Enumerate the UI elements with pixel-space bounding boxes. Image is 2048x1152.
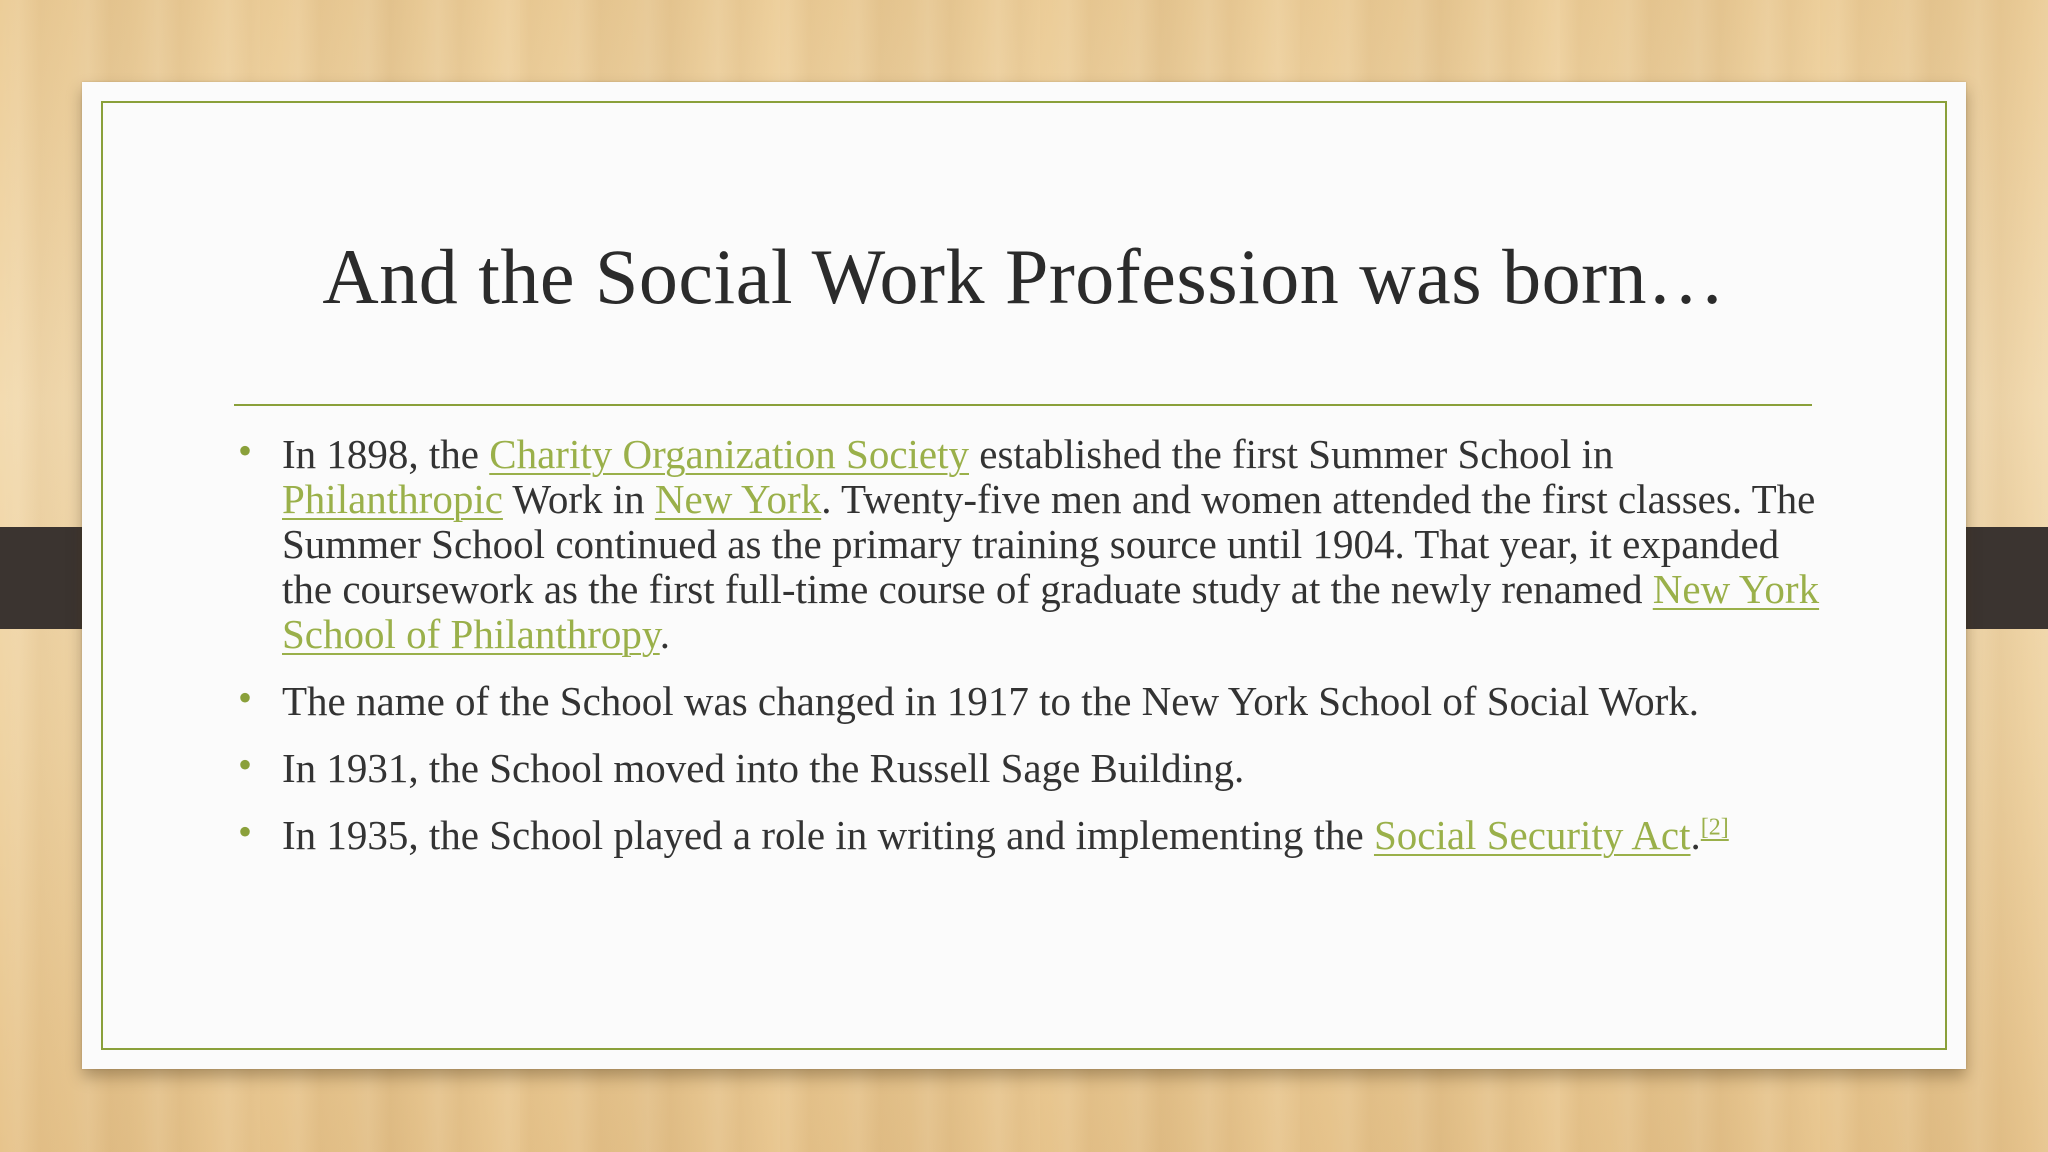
bullet-item-1898 — [234, 428, 1824, 657]
bullet-item-1931 — [234, 742, 1824, 791]
bullet-dot-icon: • — [238, 675, 253, 720]
bullet-text: . — [659, 611, 670, 657]
link-new-york-school-of-philanthropy[interactable]: New York School of Philanthropy — [282, 566, 1820, 657]
bullet-dot-icon: • — [238, 742, 253, 787]
link-new-york[interactable]: New York — [654, 476, 822, 522]
slide-title: And the Social Work Profession was born… — [322, 233, 1726, 320]
reference-link[interactable]: [2] — [1700, 814, 1729, 841]
bullet-text: . — [1690, 812, 1701, 858]
bullet-text: . Twenty-five men and women attended the first classes. The Summer School continued as the primary training source until 1904. That year, it expanded the coursework as the first full-time course of graduate study at the newly renamed — [282, 476, 1816, 612]
slide — [82, 82, 1966, 1069]
bullet-text: In 1898, the — [282, 431, 490, 477]
bullet-dot-icon: • — [238, 809, 253, 854]
bullet-text: In 1931, the School moved into the Russell Sage Building. — [282, 745, 1245, 791]
bullet-text: In 1935, the School played a role in writing and implementing the — [282, 812, 1374, 858]
link-social-security-act[interactable]: Social Security Act — [1373, 812, 1691, 858]
link-philanthropic[interactable]: Philanthropic — [282, 476, 503, 522]
bullet-item-1917 — [234, 675, 1824, 724]
bullet-dot-icon: • — [238, 428, 253, 473]
bullet-text: Work in — [502, 476, 655, 522]
bullet-text: established the first Summer School in — [969, 431, 1614, 477]
bullet-item-1935 — [234, 809, 1824, 858]
bullet-text: The name of the School was changed in 1917 to the New York School of Social Work. — [282, 678, 1700, 724]
link-charity-organization-society[interactable]: Charity Organization Society — [489, 431, 969, 477]
title-divider — [234, 404, 1812, 406]
bullet-list — [234, 428, 1824, 880]
